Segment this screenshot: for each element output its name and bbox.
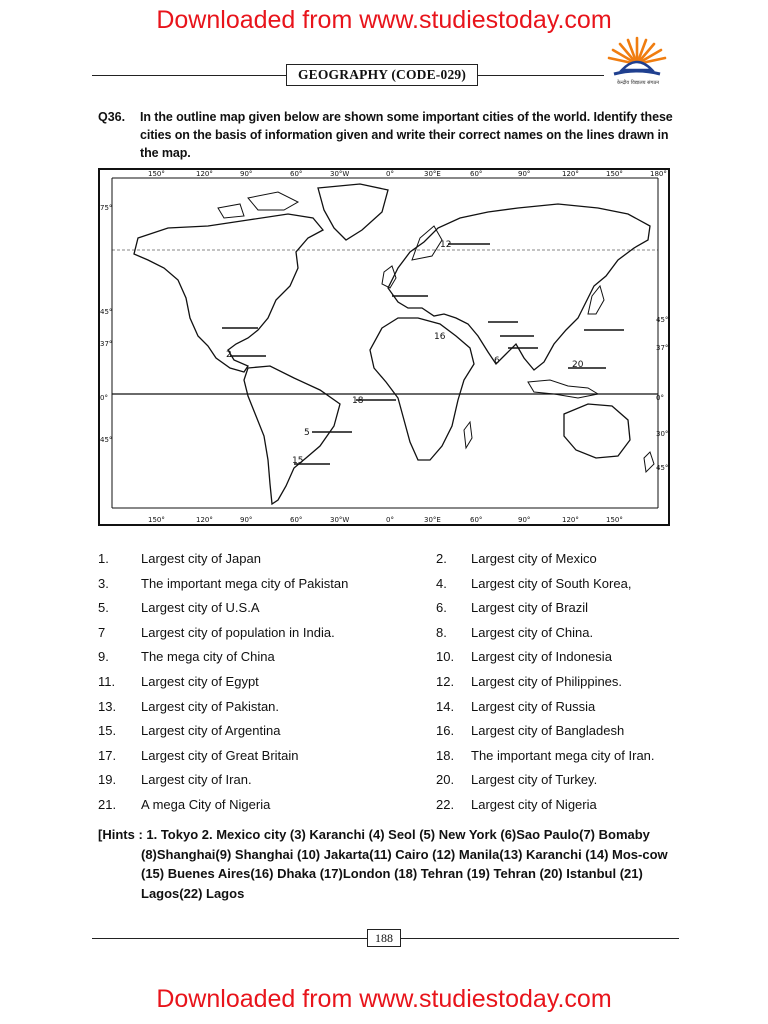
map-longitude-label: 60°	[470, 516, 483, 524]
footer-rule-right	[401, 938, 679, 939]
map-city-number-label: 18	[352, 396, 364, 406]
list-item	[98, 674, 688, 694]
item-number: 13.	[98, 698, 117, 714]
item-number: 4.	[436, 575, 447, 591]
item-text: Largest city of Indonesia	[471, 649, 612, 665]
map-longitude-label: 120°	[562, 516, 579, 524]
map-longitude-label: 30°W	[330, 170, 350, 178]
map-latitude-label: 30°	[656, 430, 669, 438]
new-zealand-outline	[644, 452, 654, 472]
list-item	[98, 649, 688, 669]
item-text: Largest city of Great Britain	[141, 747, 299, 763]
world-outline-map	[98, 168, 670, 526]
item-text: Largest city of China.	[471, 624, 594, 640]
greenland-outline	[318, 184, 388, 240]
item-text: Largest city of Philippines.	[471, 674, 623, 689]
map-latitude-label: 0°	[100, 394, 108, 402]
item-text: Largest city of Brazil	[471, 600, 589, 616]
item-number: 11.	[98, 674, 116, 689]
map-longitude-label: 120°	[562, 170, 579, 178]
logo-caption: केन्द्रीय विद्यालय संगठन	[616, 80, 660, 86]
madagascar-outline	[464, 422, 472, 448]
list-item	[98, 772, 688, 792]
item-number: 12.	[436, 674, 455, 689]
map-latitude-label: 45°	[656, 464, 669, 472]
item-number: 16.	[436, 723, 455, 739]
list-item	[98, 576, 688, 596]
list-item	[98, 551, 688, 571]
item-text: Largest city of Turkey.	[471, 772, 598, 788]
map-longitude-label: 90°	[240, 516, 253, 524]
item-text: Largest city of Pakistan.	[141, 698, 280, 714]
australia-outline	[564, 404, 630, 458]
map-city-number-label: 5	[304, 428, 310, 438]
hints-text: [Hints : 1. Tokyo 2. Mexico city (3) Karanchi (4) Seol (5) New York (6)Sao Paulo(7) Bomaby (8)Shanghai(9) Shanghai (10) Jakarta(11) Cairo (12) Manila(13) Karanchi (14) Mos-cow (15) Buenes Aires(16) Dhaka (17)London (18) Tehran (19) Tehran (20) Istanbul (21) Lagos(22) Lagos	[98, 827, 668, 901]
item-text: Largest city of population in India.	[141, 624, 335, 640]
item-number: 5.	[98, 600, 109, 616]
north-america-outline	[134, 214, 323, 372]
list-item	[98, 600, 688, 620]
map-longitude-label: 90°	[518, 516, 531, 524]
map-city-number-label: 20	[572, 360, 584, 370]
map-city-number-label: 2	[226, 350, 232, 360]
map-latitude-label: 75°	[100, 204, 113, 212]
map-city-number-label: 15	[292, 456, 304, 466]
item-text: Largest city of Egypt	[141, 674, 259, 689]
map-latitude-label: 37°	[100, 340, 113, 348]
item-text: Largest city of South Korea,	[471, 575, 632, 591]
item-number: 22.	[436, 797, 455, 812]
map-city-number-label: 6	[494, 356, 500, 366]
list-item	[98, 748, 688, 768]
map-latitude-label: 45°	[100, 436, 113, 444]
header-rule-left	[92, 75, 286, 76]
map-longitude-label: 150°	[606, 170, 623, 178]
question-number: Q36.	[98, 110, 126, 124]
item-text: Largest city of Russia	[471, 698, 596, 714]
map-longitude-label: 90°	[518, 170, 531, 178]
item-text: Largest city of Nigeria	[471, 797, 597, 812]
item-number: 6.	[436, 600, 447, 616]
item-number: 7	[98, 624, 106, 640]
item-text: Largest city of Bangladesh	[471, 723, 625, 739]
map-longitude-label: 120°	[196, 516, 213, 524]
hints-block	[98, 825, 688, 903]
item-text: Largest city of U.S.A	[141, 600, 260, 616]
item-number: 20.	[436, 772, 455, 788]
list-item	[98, 797, 688, 817]
item-text: A mega City of Nigeria	[141, 797, 271, 812]
japan-outline	[588, 286, 604, 314]
item-number: 2.	[436, 551, 447, 566]
footer-rule-left	[92, 938, 367, 939]
item-text: Largest city of Iran.	[141, 772, 252, 788]
list-item	[98, 625, 688, 645]
map-longitude-label: 150°	[148, 170, 165, 178]
map-longitude-label: 150°	[606, 516, 623, 524]
item-number: 19.	[98, 772, 117, 788]
page-number: 188	[367, 929, 401, 947]
item-text: Largest city of Japan	[141, 551, 261, 566]
map-longitude-label: 30°E	[424, 170, 441, 178]
map-city-number-label: 16	[434, 332, 446, 342]
item-number: 10.	[436, 649, 455, 665]
page-title: GEOGRAPHY (CODE-029)	[286, 64, 478, 86]
item-number: 8.	[436, 624, 447, 640]
list-item	[98, 723, 688, 743]
indonesia-outline	[528, 380, 598, 398]
south-america-outline	[244, 366, 340, 504]
list-item	[98, 699, 688, 719]
map-longitude-label: 180°	[650, 170, 667, 178]
scandinavia-outline	[412, 226, 442, 260]
map-latitude-label: 0°	[656, 394, 664, 402]
map-longitude-label: 0°	[386, 516, 394, 524]
item-number: 3.	[98, 575, 109, 591]
watermark-top[interactable]: Downloaded from www.studiestoday.com	[156, 6, 612, 34]
map-longitude-label: 60°	[290, 170, 303, 178]
item-number: 17.	[98, 747, 117, 763]
header-rule-right	[478, 75, 604, 76]
map-longitude-label: 150°	[148, 516, 165, 524]
map-longitude-label: 120°	[196, 170, 213, 178]
item-text: The important mega city of Iran.	[471, 747, 655, 763]
question-text: In the outline map given below are shown some important cities of the world. Identify these cities on the basis of information given and write their correct names on the lines drawn in the map.	[140, 110, 673, 160]
africa-outline	[370, 318, 474, 460]
item-number: 9.	[98, 649, 109, 665]
map-frame	[99, 169, 669, 525]
map-longitude-label: 90°	[240, 170, 253, 178]
map-longitude-label: 30°W	[330, 516, 350, 524]
item-number: 14.	[436, 698, 455, 714]
map-longitude-label: 0°	[386, 170, 394, 178]
map-city-number-label: 12	[440, 240, 452, 250]
item-text: The important mega city of Pakistan	[141, 575, 349, 591]
item-number: 1.	[98, 551, 109, 566]
item-number: 21.	[98, 797, 117, 812]
item-text: Largest city of Mexico	[471, 551, 597, 566]
map-longitude-label: 60°	[470, 170, 483, 178]
item-number: 18.	[436, 747, 455, 763]
map-latitude-label: 45°	[656, 316, 669, 324]
eurasia-outline	[388, 204, 650, 370]
watermark-bottom[interactable]: Downloaded from www.studiestoday.com	[156, 985, 612, 1013]
item-text: The mega city of China	[141, 649, 275, 665]
item-text: Largest city of Argentina	[141, 723, 281, 739]
map-latitude-label: 37°	[656, 344, 669, 352]
map-longitude-label: 60°	[290, 516, 303, 524]
item-number: 15.	[98, 723, 117, 739]
map-latitude-label: 45°	[100, 308, 113, 316]
map-longitude-label: 30°E	[424, 516, 441, 524]
